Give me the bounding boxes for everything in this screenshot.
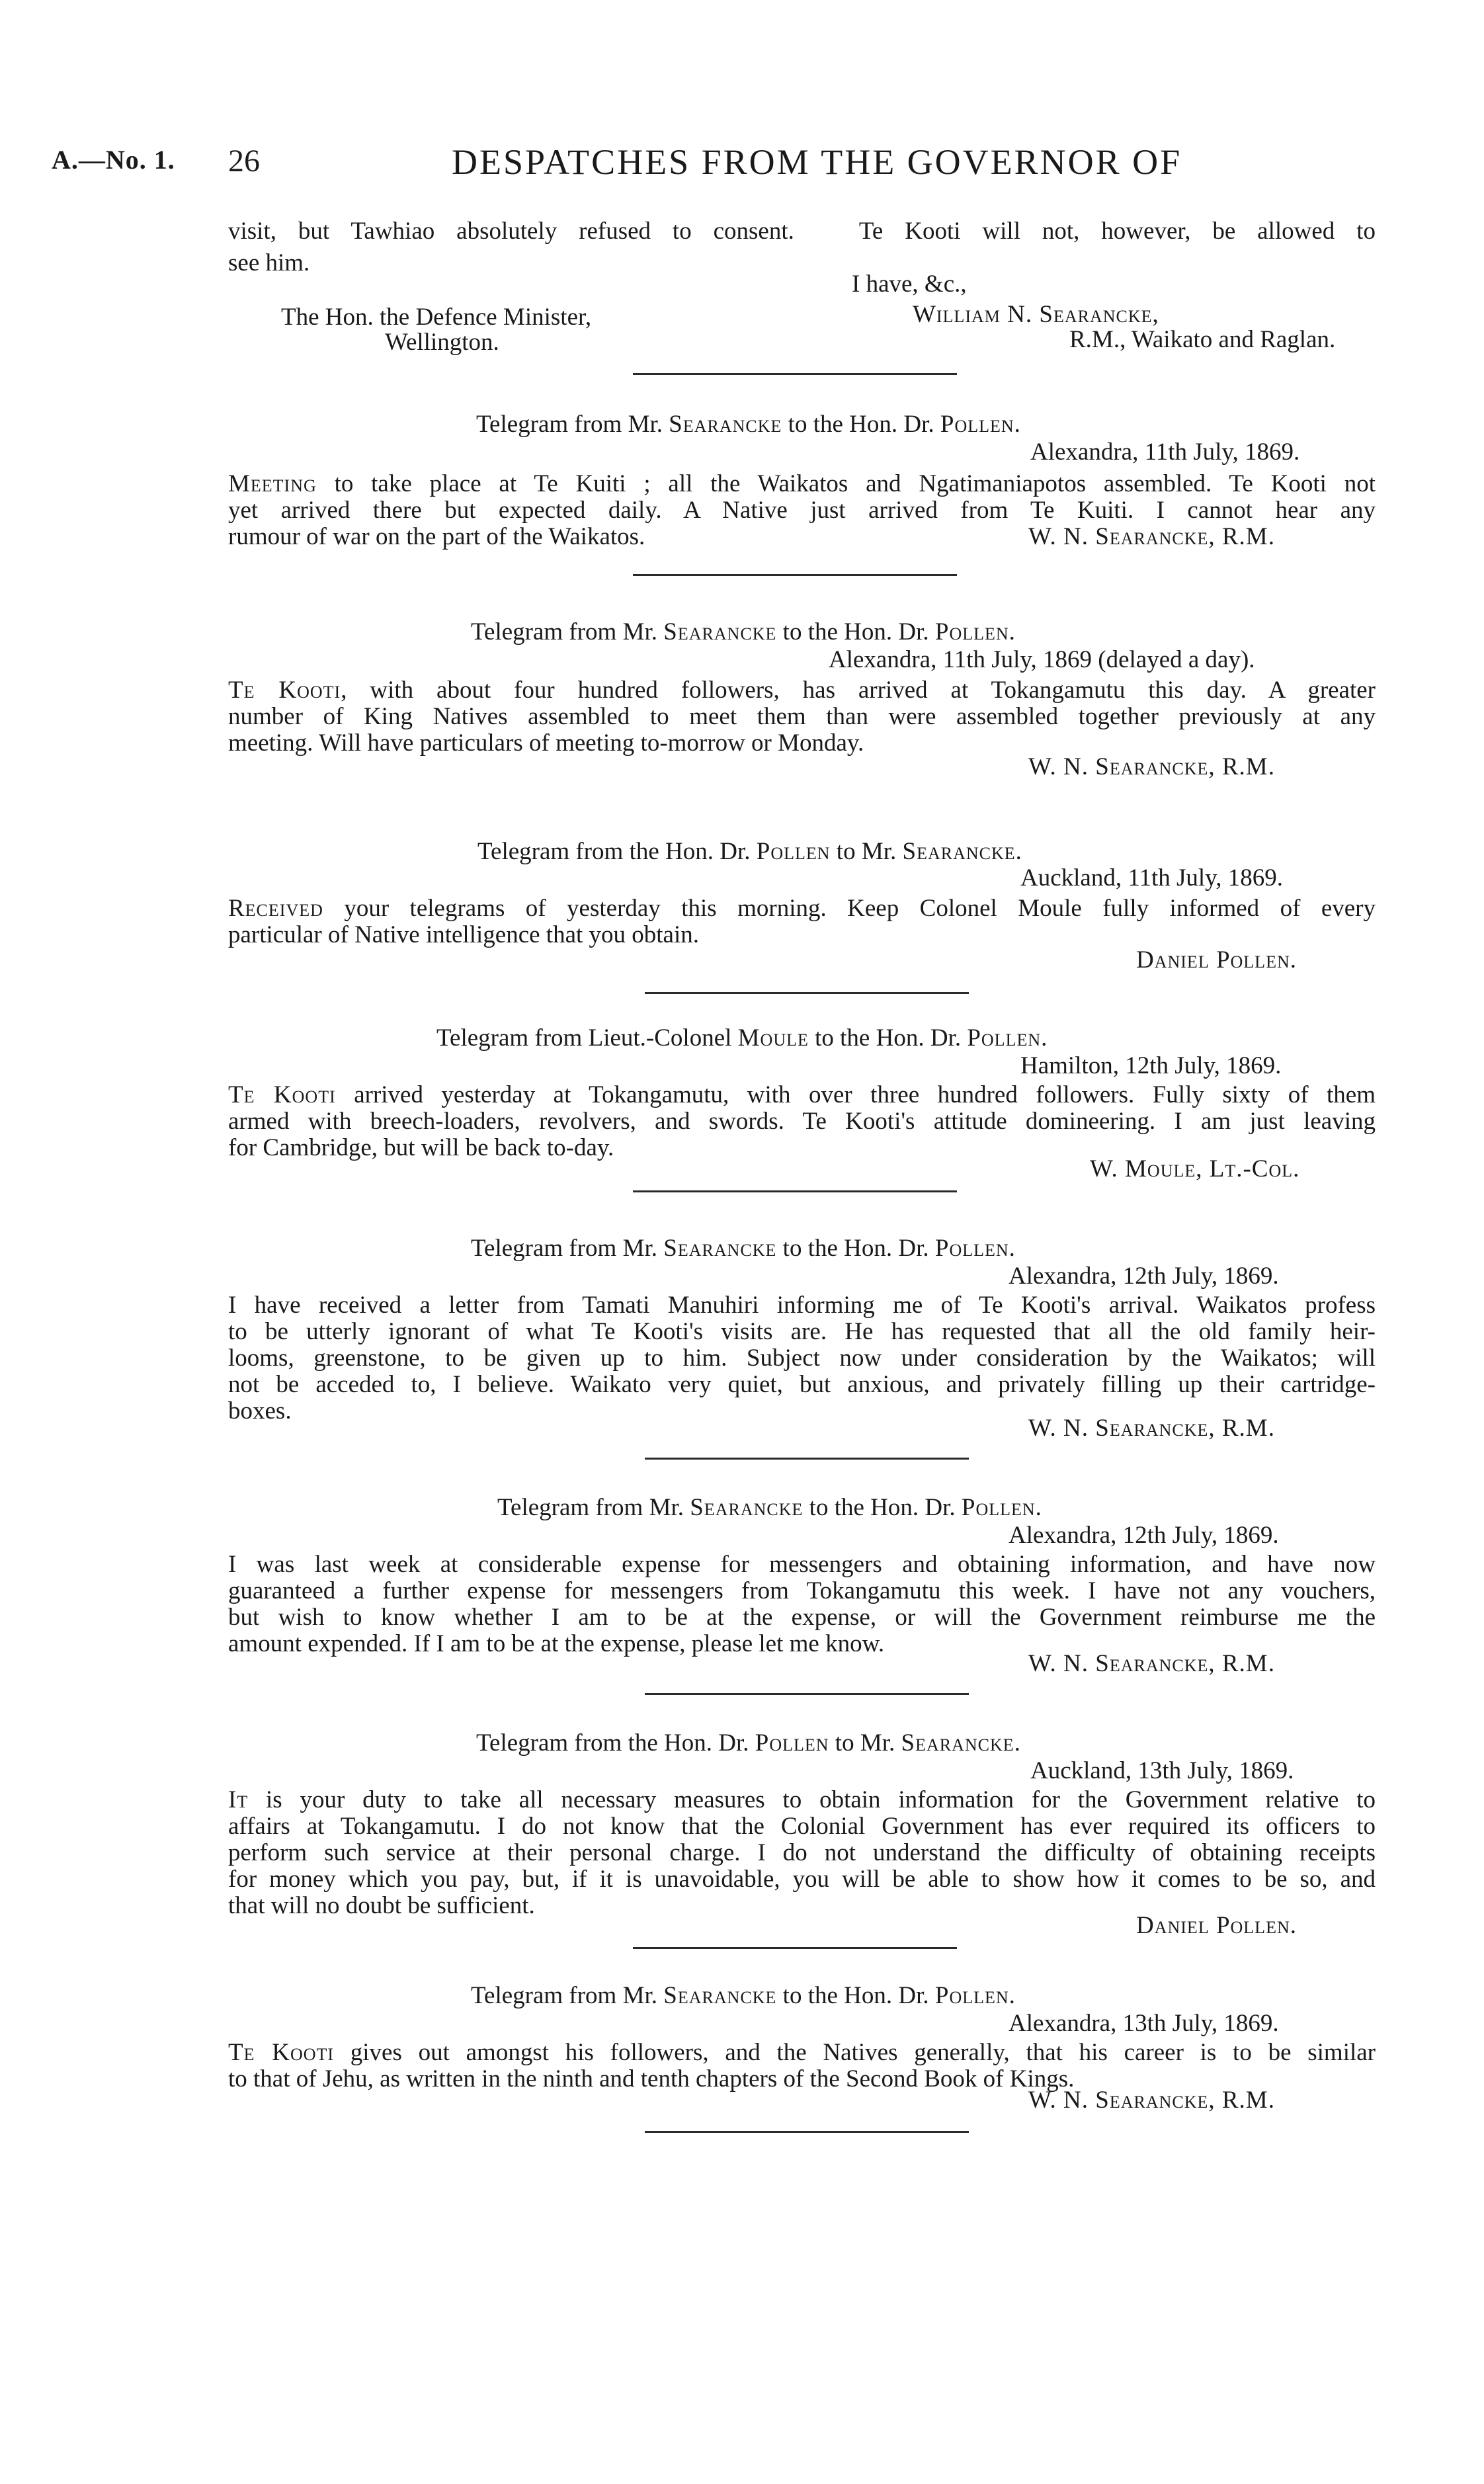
body-line: for money which you pay, but, if it is unavoidable, you will be able to show how it comes to be so, and	[228, 1866, 1376, 1893]
telegram-dateline: Alexandra, 12th July, 1869.	[1009, 1263, 1279, 1290]
body-line: yet arrived there but expected daily. A Native just arrived from Te Kuiti. I cannot hear any	[228, 497, 1376, 524]
body-line: Meeting to take place at Te Kuiti ; all the Waikatos and Ngatimaniapotos assembled. Te Kooti not	[228, 470, 1376, 497]
telegram-signature: W. N. Searancke, R.M.	[1028, 753, 1275, 780]
telegram-signature: W. N. Searancke, R.M.	[1028, 1415, 1275, 1442]
body-line: rumour of war on the part of the Waikatos.	[228, 523, 645, 550]
telegram-heading: Telegram from the Hon. Dr. Pollen to Mr. Searancke.	[476, 1729, 1020, 1757]
section-rule	[645, 2131, 969, 2133]
body-line: I have received a letter from Tamati Manuhiri informing me of Te Kooti's arrival. Waikatos profess	[228, 1292, 1376, 1319]
section-rule	[633, 574, 957, 576]
body-line: number of King Natives assembled to meet them than were assembled together previously at any	[228, 703, 1376, 730]
body-line: not be acceded to, I believe. Waikato very quiet, but anxious, and privately filling up their cartridge-	[228, 1371, 1376, 1398]
telegram-signature: W. N. Searancke, R.M.	[1028, 1650, 1275, 1677]
telegram-signature: Daniel Pollen.	[1136, 1912, 1297, 1939]
telegram-signature: W. Moule, Lt.-Col.	[1090, 1155, 1300, 1182]
complimentary-close: I have, &c.,	[852, 270, 967, 298]
telegram-dateline: Auckland, 11th July, 1869.	[1020, 864, 1284, 891]
telegram-heading: Telegram from Mr. Searancke to the Hon. Dr. Pollen.	[471, 1982, 1015, 2009]
section-rule	[645, 992, 969, 994]
body-line: visit, but Tawhiao absolutely refused to consent. Te Kooti will not, however, be allowed to	[228, 218, 1376, 245]
telegram-dateline: Alexandra, 12th July, 1869.	[1009, 1522, 1279, 1549]
body-line: but wish to know whether I am to be at the expense, or will the Government reimburse me the	[228, 1604, 1376, 1631]
addressee-place: Wellington.	[385, 329, 499, 356]
body-line: see him.	[228, 249, 310, 276]
body-line: Received your telegrams of yesterday this morning. Keep Colonel Moule fully informed of every	[228, 895, 1376, 922]
section-rule	[645, 1693, 969, 1695]
body-line: Te Kooti gives out amongst his followers, and the Natives generally, that his career is to be similar	[228, 2039, 1376, 2066]
telegram-dateline: Hamilton, 12th July, 1869.	[1020, 1052, 1282, 1079]
telegram-signature: W. N. Searancke, R.M.	[1028, 523, 1275, 550]
body-line: I was last week at considerable expense for messengers and obtaining information, and have now	[228, 1551, 1376, 1578]
body-line: particular of Native intelligence that you obtain.	[228, 921, 699, 948]
section-rule	[633, 1947, 957, 1949]
body-line: Te Kooti, with about four hundred followers, has arrived at Tokangamutu this day. A greater	[228, 677, 1376, 704]
section-rule	[633, 1190, 957, 1192]
body-line: that will no doubt be sufficient.	[228, 1892, 535, 1919]
body-line: armed with breech-loaders, revolvers, and swords. Te Kooti's attitude domineering. I am just leaving	[228, 1108, 1376, 1135]
telegram-signature: Daniel Pollen.	[1136, 946, 1297, 973]
signature-title: R.M., Waikato and Raglan.	[1069, 326, 1336, 353]
telegram-heading: Telegram from Mr. Searancke to the Hon. Dr. Pollen.	[497, 1494, 1042, 1521]
telegram-dateline: Auckland, 13th July, 1869.	[1030, 1757, 1294, 1784]
document-reference: A.—No. 1.	[52, 145, 175, 175]
telegram-dateline: Alexandra, 13th July, 1869.	[1009, 2010, 1279, 2037]
body-line: Te Kooti arrived yesterday at Tokangamutu, with over three hundred followers. Fully sixty of them	[228, 1081, 1376, 1108]
telegram-heading: Telegram from the Hon. Dr. Pollen to Mr. Searancke.	[477, 838, 1022, 865]
telegram-signature: W. N. Searancke, R.M.	[1028, 2087, 1275, 2114]
body-line: perform such service at their personal charge. I do not understand the difficulty of obtaining receipts	[228, 1839, 1376, 1866]
body-line: to that of Jehu, as written in the ninth and tenth chapters of the Second Book of Kings.	[228, 2065, 1075, 2092]
signature-name: William N. Searancke,	[913, 301, 1159, 328]
telegram-dateline: Alexandra, 11th July, 1869.	[1030, 438, 1300, 466]
telegram-heading: Telegram from Lieut.-Colonel Moule to the Hon. Dr. Pollen.	[436, 1024, 1048, 1052]
body-line: for Cambridge, but will be back to-day.	[228, 1134, 614, 1161]
telegram-heading: Telegram from Mr. Searancke to the Hon. Dr. Pollen.	[476, 411, 1020, 438]
body-line: boxes.	[228, 1397, 292, 1425]
section-rule	[645, 1458, 969, 1460]
page-number: 26	[228, 144, 260, 179]
body-line: meeting. Will have particulars of meeting to-morrow or Monday.	[228, 729, 864, 757]
body-line: It is your duty to take all necessary measures to obtain information for the Government relative to	[228, 1786, 1376, 1813]
body-line: to be utterly ignorant of what Te Kooti's visits are. He has requested that all the old family heir-	[228, 1318, 1376, 1345]
body-line: affairs at Tokangamutu. I do not know that the Colonial Government has ever required its officers to	[228, 1813, 1376, 1840]
running-title: DESPATCHES FROM THE GOVERNOR OF	[452, 142, 1182, 182]
telegram-heading: Telegram from Mr. Searancke to the Hon. Dr. Pollen.	[471, 1235, 1015, 1262]
body-line: amount expended. If I am to be at the expense, please let me know.	[228, 1630, 885, 1657]
body-line: looms, greenstone, to be given up to him. Subject now under consideration by the Waikatos; will	[228, 1345, 1376, 1372]
section-rule	[633, 373, 957, 375]
telegram-dateline: Alexandra, 11th July, 1869 (delayed a day).	[829, 646, 1255, 673]
telegram-heading: Telegram from Mr. Searancke to the Hon. Dr. Pollen.	[471, 618, 1015, 645]
addressee: The Hon. the Defence Minister,	[281, 304, 592, 331]
body-line: guaranteed a further expense for messengers from Tokangamutu this week. I have not any vouchers,	[228, 1577, 1376, 1604]
